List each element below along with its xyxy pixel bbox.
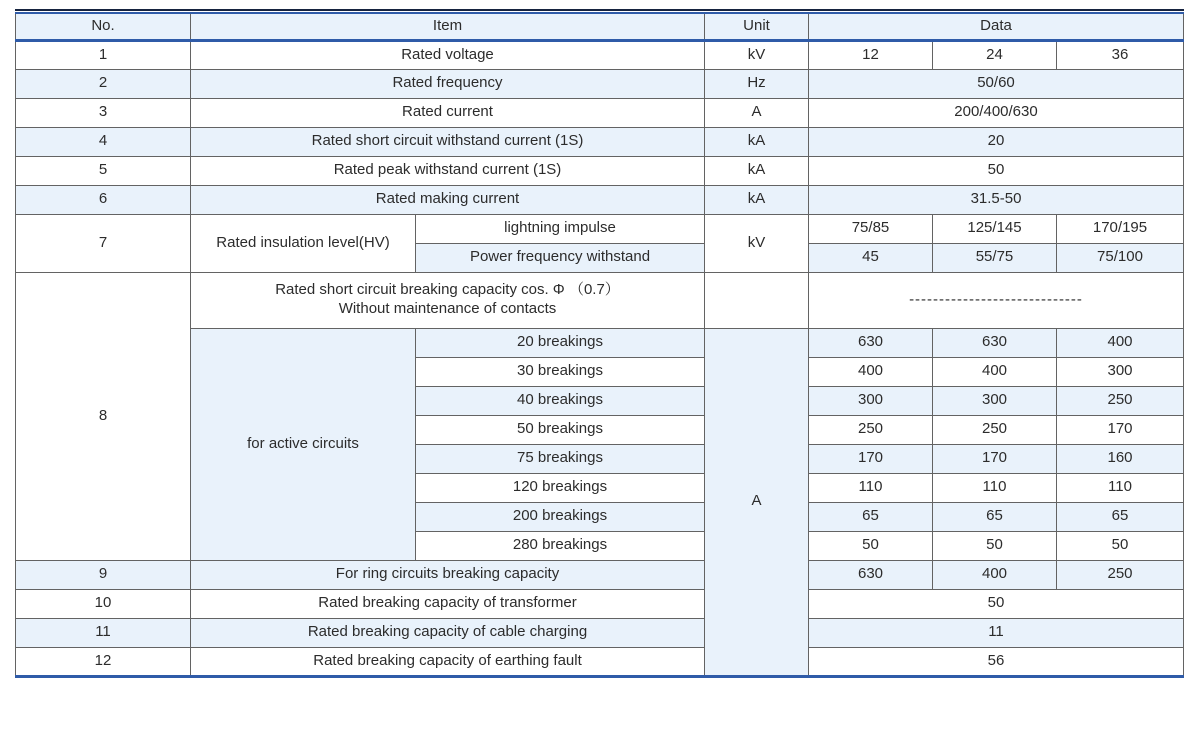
cell-data: 24 <box>933 40 1057 69</box>
cell-data: 50 <box>809 589 1184 618</box>
cell-data: 50 <box>809 531 933 560</box>
cell-unit: kV <box>705 40 809 69</box>
cell-data: 75/85 <box>809 214 933 243</box>
cell-no: 1 <box>16 40 191 69</box>
cell-data: 50 <box>933 531 1057 560</box>
cell-no: 12 <box>16 647 191 676</box>
cell-data: 300 <box>933 386 1057 415</box>
cell-data: 45 <box>809 243 933 272</box>
cell-item: Rated breaking capacity of transformer <box>191 589 705 618</box>
cell-subitem: 75 breakings <box>416 444 705 473</box>
cell-data: 250 <box>1057 560 1184 589</box>
cell-data: 65 <box>1057 502 1184 531</box>
cell-unit: kA <box>705 127 809 156</box>
col-header-no: No. <box>16 13 191 40</box>
cell-data: 170/195 <box>1057 214 1184 243</box>
table-row <box>16 185 1184 214</box>
cell-data: 170 <box>1057 415 1184 444</box>
table-row <box>16 156 1184 185</box>
cell-data: 110 <box>933 473 1057 502</box>
cell-item: For ring circuits breaking capacity <box>191 560 705 589</box>
cell-no: 6 <box>16 185 191 214</box>
cell-item: Rated making current <box>191 185 705 214</box>
cell-data: 630 <box>809 560 933 589</box>
col-header-data: Data <box>809 13 1184 40</box>
cell-no: 3 <box>16 98 191 127</box>
cell-data: 400 <box>809 357 933 386</box>
cell-item: Rated peak withstand current (1S) <box>191 156 705 185</box>
cell-data: 170 <box>933 444 1057 473</box>
cell-subitem: 50 breakings <box>416 415 705 444</box>
spec-table <box>15 12 1184 678</box>
spec-table-container <box>15 9 1184 678</box>
cell-item: Rated breaking capacity of earthing fault <box>191 647 705 676</box>
cell-data: 110 <box>809 473 933 502</box>
cell-unit: kV <box>705 214 809 272</box>
col-header-item: Item <box>191 13 705 40</box>
col-header-unit: Unit <box>705 13 809 40</box>
cell-data: 50/60 <box>809 69 1184 98</box>
cell-subitem: lightning impulse <box>416 214 705 243</box>
cell-data: 65 <box>809 502 933 531</box>
cell-data: 400 <box>933 560 1057 589</box>
cell-item: Rated frequency <box>191 69 705 98</box>
cell-data: 200/400/630 <box>809 98 1184 127</box>
cell-data: 630 <box>933 328 1057 357</box>
table-row <box>16 618 1184 647</box>
cell-data: 400 <box>1057 328 1184 357</box>
cell-item-group: Rated insulation level(HV) <box>191 214 416 272</box>
table-row <box>16 272 1184 328</box>
cell-no: 5 <box>16 156 191 185</box>
cell-no: 8 <box>16 272 191 560</box>
cell-data: 400 <box>933 357 1057 386</box>
table-row <box>16 328 1184 357</box>
cell-data: 65 <box>933 502 1057 531</box>
cell-data: 50 <box>1057 531 1184 560</box>
cell-data: 125/145 <box>933 214 1057 243</box>
cell-item: Rated breaking capacity of cable charging <box>191 618 705 647</box>
cell-data: 20 <box>809 127 1184 156</box>
cell-data: 170 <box>809 444 933 473</box>
table-row <box>16 40 1184 69</box>
cell-subitem: 30 breakings <box>416 357 705 386</box>
table-row <box>16 647 1184 676</box>
cell-subitem: 20 breakings <box>416 328 705 357</box>
cell-data: 250 <box>809 415 933 444</box>
cell-item <box>191 272 705 328</box>
cell-unit: A <box>705 98 809 127</box>
cell-no: 10 <box>16 589 191 618</box>
cell-item-line2: Without maintenance of contacts <box>338 300 557 317</box>
cell-data: 50 <box>809 156 1184 185</box>
cell-subitem: Power frequency withstand <box>416 243 705 272</box>
cell-no: 9 <box>16 560 191 589</box>
table-row <box>16 560 1184 589</box>
table-row <box>16 127 1184 156</box>
cell-no: 4 <box>16 127 191 156</box>
cell-no: 7 <box>16 214 191 272</box>
cell-data: 300 <box>1057 357 1184 386</box>
cell-data: 630 <box>809 328 933 357</box>
cell-item: Rated current <box>191 98 705 127</box>
cell-data: 56 <box>809 647 1184 676</box>
cell-unit: A <box>705 328 809 676</box>
header-row <box>16 13 1184 40</box>
cell-item-group: for active circuits <box>191 328 416 560</box>
table-row <box>16 214 1184 243</box>
cell-subitem: 120 breakings <box>416 473 705 502</box>
cell-unit-empty <box>705 272 809 328</box>
cell-data: 36 <box>1057 40 1184 69</box>
cell-data: 75/100 <box>1057 243 1184 272</box>
cell-subitem: 40 breakings <box>416 386 705 415</box>
cell-data: 160 <box>1057 444 1184 473</box>
cell-no: 11 <box>16 618 191 647</box>
cell-item: Rated voltage <box>191 40 705 69</box>
cell-item: Rated short circuit withstand current (1S) <box>191 127 705 156</box>
cell-unit: kA <box>705 185 809 214</box>
cell-data: 110 <box>1057 473 1184 502</box>
cell-data: 31.5-50 <box>809 185 1184 214</box>
cell-data: 300 <box>809 386 933 415</box>
cell-no: 2 <box>16 69 191 98</box>
cell-data: 12 <box>809 40 933 69</box>
cell-data-placeholder: ----------------------------- <box>809 272 1184 328</box>
cell-data: 250 <box>1057 386 1184 415</box>
table-row <box>16 98 1184 127</box>
cell-data: 250 <box>933 415 1057 444</box>
table-row <box>16 589 1184 618</box>
cell-data: 11 <box>809 618 1184 647</box>
cell-subitem: 280 breakings <box>416 531 705 560</box>
cell-item-line1: Rated short circuit breaking capacity cos. Φ （0.7） <box>275 281 620 299</box>
cell-unit: kA <box>705 156 809 185</box>
table-row <box>16 69 1184 98</box>
cell-subitem: 200 breakings <box>416 502 705 531</box>
cell-data: 55/75 <box>933 243 1057 272</box>
cell-unit: Hz <box>705 69 809 98</box>
